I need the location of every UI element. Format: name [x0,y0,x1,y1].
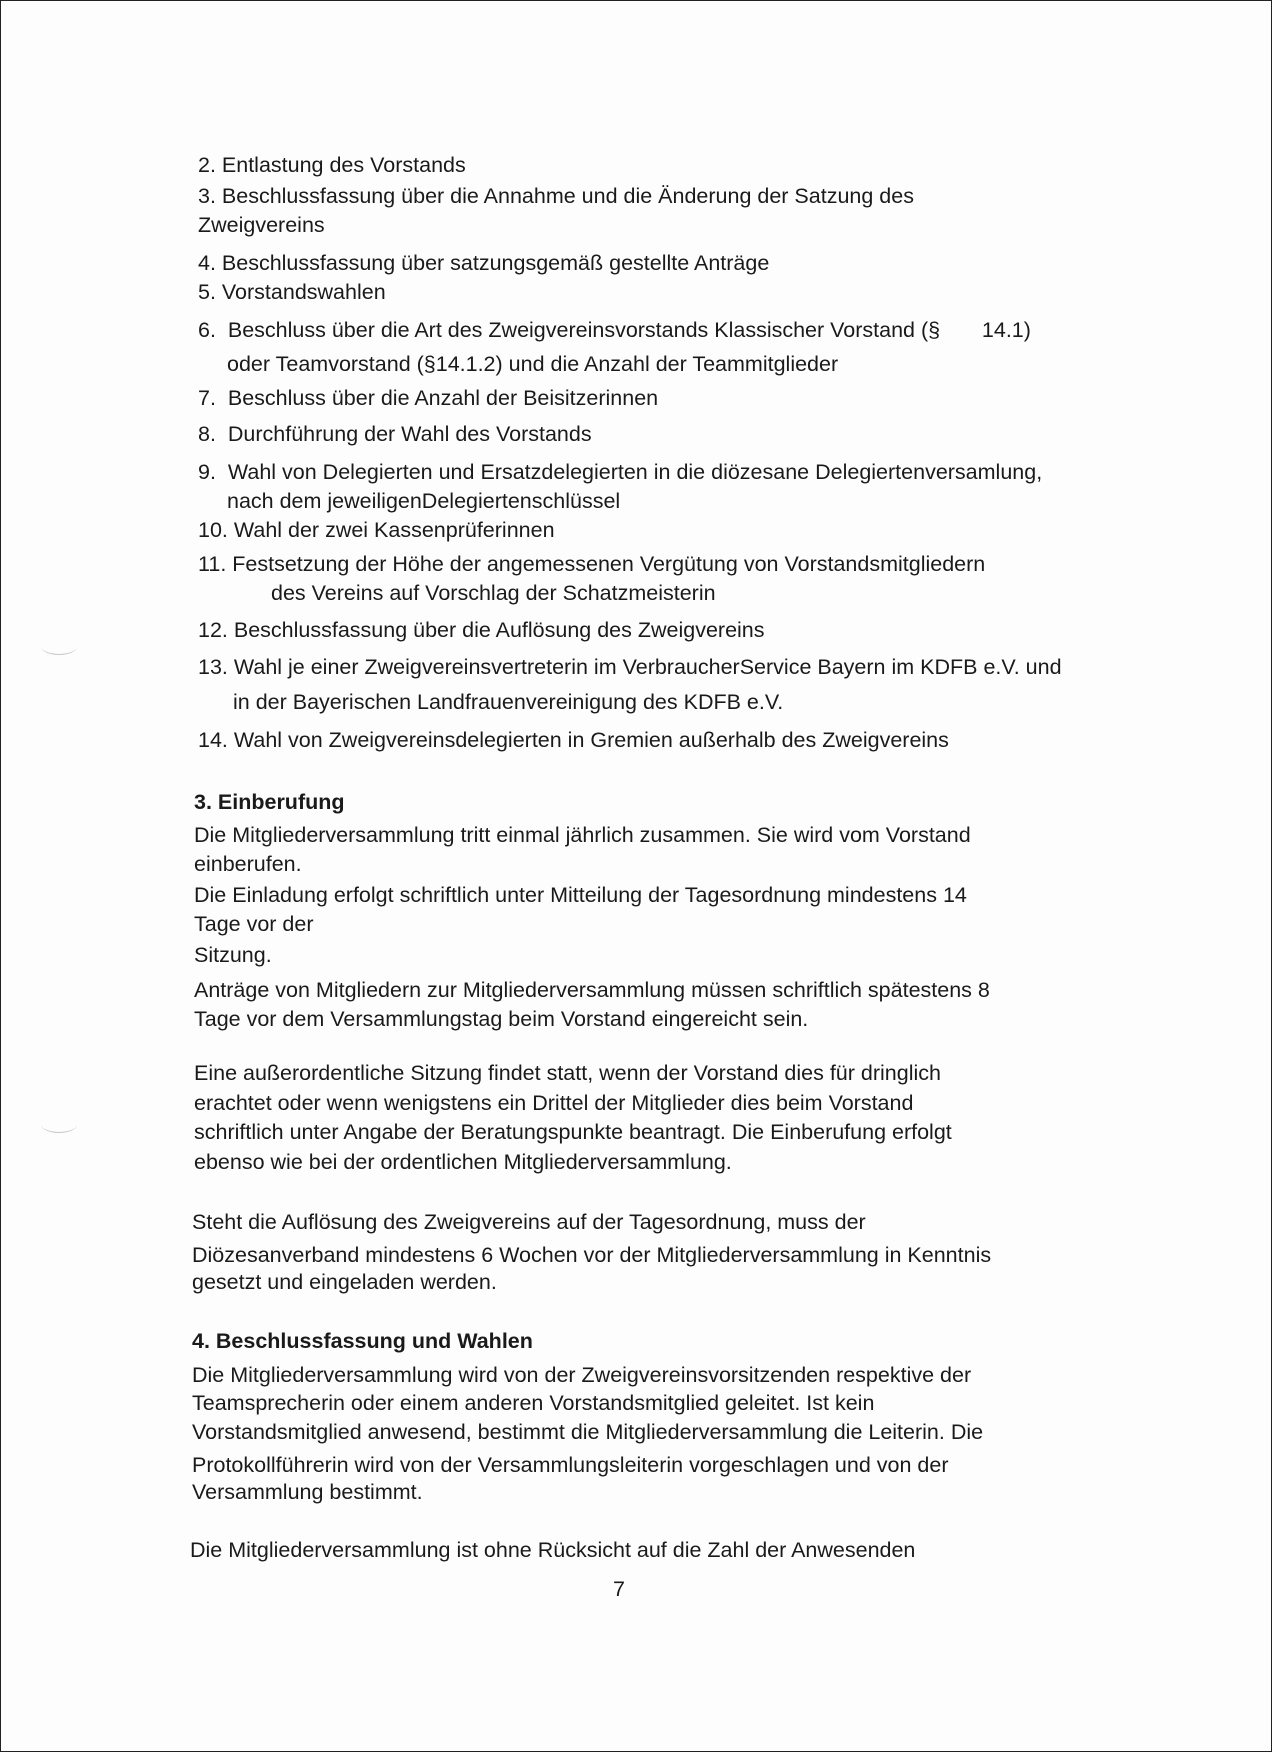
agenda-item-10: 10. Wahl der zwei Kassenprüferinnen [198,518,555,542]
section-4-line: Teamsprecherin oder einem anderen Vorstandsmitglied geleitet. Ist kein [192,1391,875,1415]
section-3-line: gesetzt und eingeladen werden. [192,1270,497,1294]
section-3-line: schriftlich unter Angabe der Beratungspunkte beantragt. Die Einberufung erfolgt [194,1120,952,1144]
agenda-item-6: 6. Beschluss über die Art des Zweigvereinsvorstands Klassischer Vorstand (§ 14.1) [198,318,1031,342]
section-3-line: Tage vor der [194,912,314,936]
agenda-item-13: 13. Wahl je einer Zweigvereinsvertreterin im VerbraucherService Bayern im KDFB e.V. und [198,655,1062,679]
section-4-line: Protokollführerin wird von der Versammlungsleiterin vorgeschlagen und von der [192,1453,949,1477]
agenda-item-13-cont: in der Bayerischen Landfrauenvereinigung des KDFB e.V. [233,690,784,714]
agenda-item-11: 11. Festsetzung der Höhe der angemessenen Vergütung von Vorstandsmitgliedern [198,552,986,576]
agenda-item-7: 7. Beschluss über die Anzahl der Beisitzerinnen [198,386,659,410]
agenda-item-11-cont: des Vereins auf Vorschlag der Schatzmeisterin [271,581,716,605]
section-3-line: Sitzung. [194,943,272,967]
section-3-line: einberufen. [194,852,302,876]
agenda-item-9: 9. Wahl von Delegierten und Ersatzdelegierten in die diözesane Delegiertenversamlung, [198,460,1043,484]
section-4-line: Die Mitgliederversammlung wird von der Zweigvereinsvorsitzenden respektive der [192,1363,972,1387]
agenda-item-4: 4. Beschlussfassung über satzungsgemäß gestellte Anträge [198,251,770,275]
agenda-item-3-cont: Zweigvereins [198,213,325,237]
section-3-line: Eine außerordentliche Sitzung findet statt, wenn der Vorstand dies für dringlich [194,1061,941,1085]
punch-hole-mark [41,1116,77,1133]
agenda-item-8: 8. Durchführung der Wahl des Vorstands [198,422,592,446]
section-3-line: erachtet oder wenn wenigstens ein Drittel der Mitglieder dies beim Vorstand [194,1091,914,1115]
agenda-item-6-cont: oder Teamvorstand (§14.1.2) und die Anzahl der Teammitglieder [227,352,839,376]
section-3-line: Tage vor dem Versammlungstag beim Vorstand eingereicht sein. [194,1007,809,1031]
section-3-line: ebenso wie bei der ordentlichen Mitgliederversammlung. [194,1150,732,1174]
section-3-line: Steht die Auflösung des Zweigvereins auf der Tagesordnung, muss der [192,1210,866,1234]
agenda-item-9-cont: nach dem jeweiligenDelegiertenschlüssel [227,489,621,513]
punch-hole-mark [41,638,77,655]
agenda-item-3: 3. Beschlussfassung über die Annahme und die Änderung der Satzung des [198,184,914,208]
agenda-item-14: 14. Wahl von Zweigvereinsdelegierten in Gremien außerhalb des Zweigvereins [198,728,949,752]
section-3-line: Diözesanverband mindestens 6 Wochen vor der Mitgliederversammlung in Kenntnis [192,1243,992,1267]
section-3-line: Die Einladung erfolgt schriftlich unter Mitteilung der Tagesordnung mindestens 14 [194,883,967,907]
section-3-line: Die Mitgliederversammlung tritt einmal jährlich zusammen. Sie wird vom Vorstand [194,823,971,847]
section-3-line: Anträge von Mitgliedern zur Mitgliederversammlung müssen schriftlich spätestens 8 [194,978,990,1002]
section-3-heading: 3. Einberufung [194,790,345,814]
section-4-line: Versammlung bestimmt. [192,1480,423,1504]
agenda-item-2: 2. Entlastung des Vorstands [198,153,466,177]
agenda-item-5: 5. Vorstandswahlen [198,280,386,304]
page-number: 7 [613,1577,625,1601]
section-4-line: Vorstandsmitglied anwesend, bestimmt die Mitgliederversammlung die Leiterin. Die [192,1420,984,1444]
section-4-heading: 4. Beschlussfassung und Wahlen [192,1329,533,1353]
agenda-item-12: 12. Beschlussfassung über die Auflösung des Zweigvereins [198,618,765,642]
section-4-line: Die Mitgliederversammlung ist ohne Rücksicht auf die Zahl der Anwesenden [190,1538,916,1562]
